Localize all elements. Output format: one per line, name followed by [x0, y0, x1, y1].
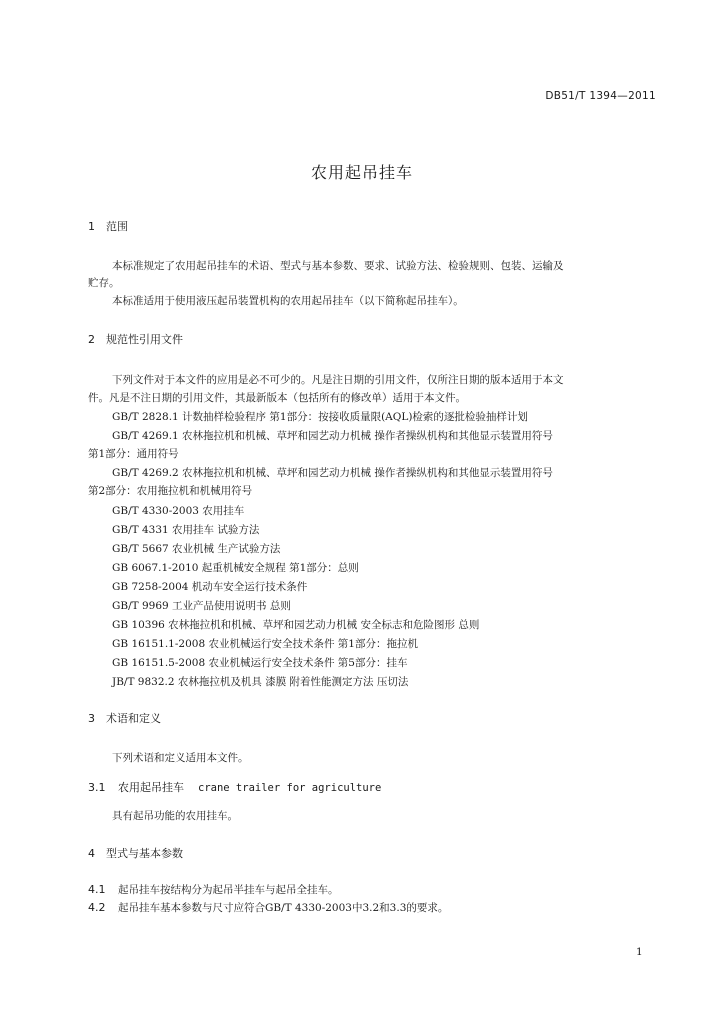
clause-4-2	[88, 901, 448, 915]
paragraph: 本标准适用于使用液压起吊装置机构的农用起吊挂车（以下简称起吊挂车）。	[112, 295, 464, 307]
reference-item: GB/T 4331 农用挂车 试验方法	[112, 524, 260, 536]
section-4-heading	[88, 847, 183, 861]
section-3-heading	[88, 712, 161, 726]
paragraph: 本标准规定了农用起吊挂车的术语、型式与基本参数、要求、试验方法、检验规则、包装、运输及	[112, 260, 564, 272]
reference-item: GB/T 5667 农业机械 生产试验方法	[112, 543, 281, 555]
paragraph: 贮存。	[88, 277, 120, 289]
section-2-heading	[88, 333, 183, 347]
section-number: 4	[88, 847, 95, 860]
standard-code: DB51/T 1394—2011	[545, 90, 656, 102]
clause-number: 4.2	[88, 901, 106, 914]
term-zh: 农用起吊挂车	[118, 781, 184, 794]
reference-item: 第2部分：农用拖拉机和机械用符号	[88, 485, 253, 497]
section-number: 2	[88, 333, 95, 346]
section-number: 3	[88, 712, 95, 725]
clause-text: 起吊挂车按结构分为起吊半挂车与起吊全挂车。	[118, 884, 339, 896]
page-number: 1	[636, 946, 643, 958]
reference-item: GB/T 9969 工业产品使用说明书 总则	[112, 600, 291, 612]
reference-item: GB/T 4269.2 农林拖拉机和机械、草坪和园艺动力机械 操作者操纵机构和其他显示装置用符号	[112, 467, 553, 479]
reference-item: GB 6067.1-2010 起重机械安全规程 第1部分：总则	[112, 562, 359, 574]
paragraph: 件。凡是不注日期的引用文件，其最新版本（包括所有的修改单）适用于本文件。	[88, 392, 466, 404]
reference-item: GB 10396 农林拖拉机和机械、草坪和园艺动力机械 安全标志和危险图形 总则	[112, 619, 480, 631]
paragraph: 下列文件对于本文件的应用是必不可少的。凡是注日期的引用文件，仅所注日期的版本适用于本文	[112, 374, 564, 386]
term-en: crane trailer for agriculture	[198, 782, 382, 794]
term-number: 3.1	[88, 781, 106, 794]
reference-item: GB/T 2828.1 计数抽样检验程序 第1部分：按接收质量限(AQL)检索的逐批检验抽样计划	[112, 411, 528, 423]
document-title: 农用起吊挂车	[310, 163, 413, 182]
section-title: 术语和定义	[106, 712, 161, 725]
section-title: 型式与基本参数	[106, 847, 183, 860]
clause-number: 4.1	[88, 883, 106, 896]
section-title: 规范性引用文件	[106, 333, 183, 346]
section-title: 范围	[106, 220, 128, 233]
reference-item: GB 16151.1-2008 农业机械运行安全技术条件 第1部分：拖拉机	[112, 638, 418, 650]
term-heading	[88, 781, 381, 795]
reference-item: 第1部分：通用符号	[88, 448, 179, 460]
clause-text: 起吊挂车基本参数与尺寸应符合GB/T 4330-2003中3.2和3.3的要求。	[118, 902, 449, 914]
term-definition: 具有起吊功能的农用挂车。	[112, 810, 238, 822]
reference-item: GB 16151.5-2008 农业机械运行安全技术条件 第5部分：挂车	[112, 657, 408, 669]
section-number: 1	[88, 220, 95, 233]
reference-item: GB 7258-2004 机动车安全运行技术条件	[112, 581, 308, 593]
clause-4-1	[88, 883, 339, 897]
reference-item: JB/T 9832.2 农林拖拉机及机具 漆膜 附着性能测定方法 压切法	[112, 676, 409, 688]
reference-item: GB/T 4330-2003 农用挂车	[112, 505, 245, 517]
reference-item: GB/T 4269.1 农林拖拉机和机械、草坪和园艺动力机械 操作者操纵机构和其他显示装置用符号	[112, 430, 553, 442]
section-1-heading	[88, 220, 128, 234]
paragraph: 下列术语和定义适用本文件。	[112, 752, 249, 764]
